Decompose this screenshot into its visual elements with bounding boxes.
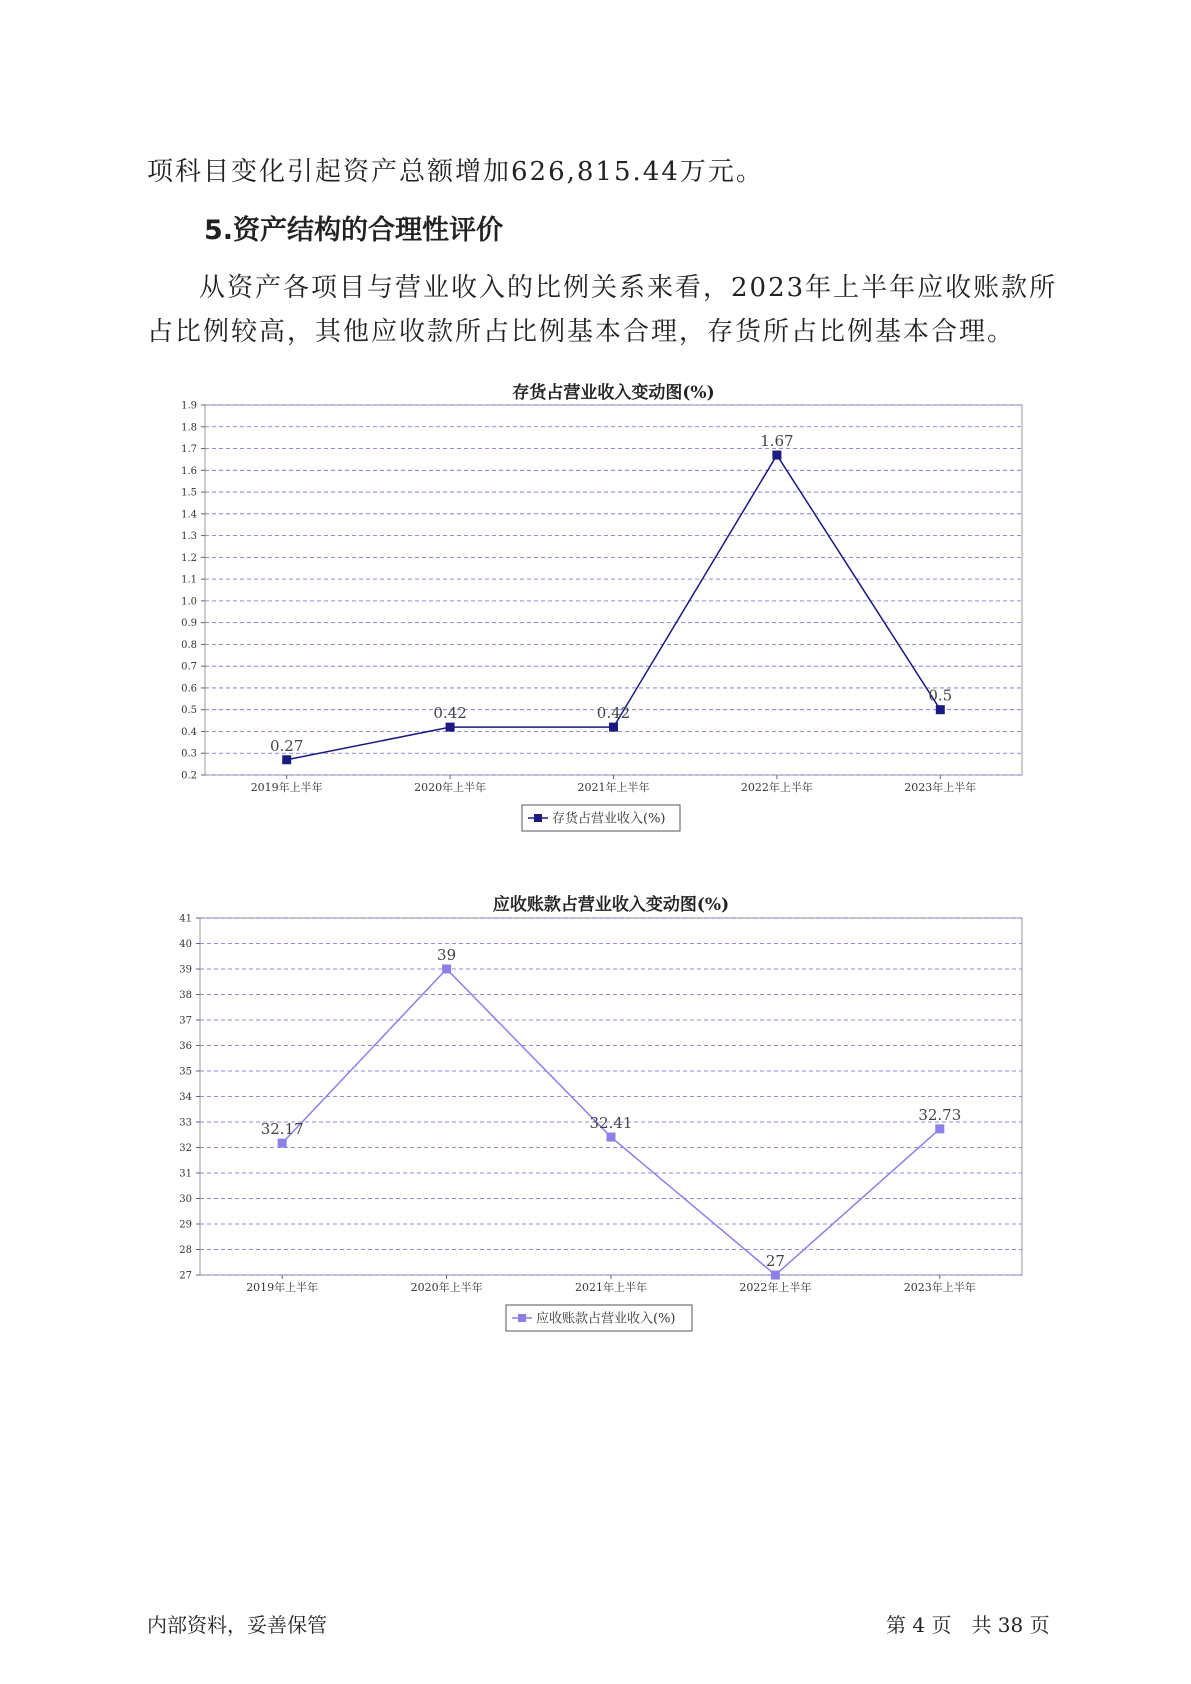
- x-tick-label: 2023年上半年: [904, 781, 977, 794]
- y-tick-label: 0.2: [181, 770, 197, 782]
- y-tick-label: 28: [179, 1245, 192, 1256]
- x-tick-label: 2022年上半年: [739, 1281, 812, 1294]
- y-tick-label: 33: [179, 1117, 192, 1129]
- x-tick-label: 2023年上半年: [903, 1281, 976, 1294]
- y-tick-label: 0.9: [181, 618, 197, 630]
- y-tick-label: 1.9: [181, 400, 197, 412]
- y-tick-label: 0.4: [181, 726, 197, 738]
- plot-area: [200, 918, 1022, 1275]
- y-tick-label: 1.8: [181, 422, 197, 434]
- y-tick-label: 38: [179, 990, 192, 1001]
- y-tick-label: 0.6: [181, 683, 197, 695]
- y-tick-label: 0.3: [181, 748, 197, 760]
- receivables-ratio-chart: [0, 880, 1191, 1340]
- legend-marker: [518, 1314, 526, 1322]
- y-tick-label: 36: [179, 1041, 192, 1052]
- data-label: 27: [765, 1252, 785, 1270]
- y-tick-label: 1.4: [181, 509, 197, 521]
- legend-label: 存货占营业收入(%): [552, 811, 666, 827]
- section-heading: 5.资产结构的合理性评价: [204, 215, 504, 246]
- data-point: [935, 1124, 944, 1133]
- x-tick-label: 2020年上半年: [410, 1281, 483, 1294]
- y-tick-label: 1.0: [181, 596, 197, 608]
- y-tick-label: 30: [179, 1194, 192, 1205]
- data-label: 39: [437, 946, 457, 964]
- y-tick-label: 1.2: [181, 552, 197, 564]
- y-tick-label: 32: [179, 1143, 192, 1154]
- data-point: [607, 1133, 616, 1142]
- y-tick-label: 0.8: [181, 639, 197, 651]
- body-text-line: 项科目变化引起资产总额增加626,815.44万元。: [147, 157, 764, 187]
- data-label: 0.42: [433, 704, 467, 723]
- x-tick-label: 2021年上半年: [577, 781, 650, 794]
- y-tick-label: 39: [179, 964, 192, 976]
- y-tick-label: 35: [179, 1066, 192, 1078]
- body-paragraph: 从资产各项目与营业收入的比例关系来看，2023年上半年应收账款所占比例较高，其他应收款所占比例基本合理，存货所占比例基本合理。: [147, 273, 1058, 347]
- x-tick-label: 2020年上半年: [414, 781, 487, 794]
- data-point: [278, 1139, 287, 1148]
- chart-title: 应收账款占营业收入变动图(%): [492, 895, 730, 915]
- data-label: 32.17: [260, 1120, 304, 1139]
- data-label: 0.5: [928, 686, 953, 705]
- data-point: [771, 1271, 780, 1280]
- y-tick-label: 41: [179, 913, 192, 925]
- y-tick-label: 1.6: [181, 465, 197, 477]
- y-tick-label: 34: [179, 1092, 192, 1103]
- legend-label: 应收账款占营业收入(%): [536, 1311, 676, 1327]
- x-tick-label: 2019年上半年: [250, 781, 323, 794]
- data-point: [772, 451, 781, 460]
- y-tick-label: 1.5: [181, 487, 197, 499]
- x-tick-label: 2019年上半年: [246, 1281, 319, 1294]
- data-label: 0.42: [596, 704, 631, 723]
- y-tick-label: 0.7: [181, 661, 197, 673]
- y-tick-label: 31: [179, 1168, 192, 1180]
- y-tick-label: 37: [179, 1015, 192, 1027]
- y-tick-label: 1.1: [181, 574, 197, 586]
- y-tick-label: 40: [179, 939, 192, 950]
- legend-marker: [534, 814, 542, 822]
- footer-confidential-note: 内部资料，妥善保管: [147, 1613, 327, 1637]
- y-tick-label: 1.3: [181, 531, 197, 543]
- data-label: 32.73: [918, 1105, 962, 1124]
- y-tick-label: 1.7: [181, 444, 197, 456]
- x-tick-label: 2022年上半年: [740, 781, 813, 794]
- data-point: [609, 723, 618, 732]
- data-label: 1.67: [760, 432, 794, 451]
- chart-title: 存货占营业收入变动图(%): [512, 383, 715, 403]
- data-label: 32.41: [589, 1114, 633, 1133]
- data-label: 0.27: [269, 736, 304, 755]
- x-tick-label: 2021年上半年: [575, 1281, 647, 1294]
- inventory-ratio-chart: [0, 380, 1191, 840]
- y-tick-label: 27: [179, 1270, 192, 1282]
- data-point: [282, 755, 291, 764]
- y-tick-label: 0.5: [181, 705, 197, 717]
- data-point: [446, 723, 455, 732]
- footer-page-number: 第 4 页 共 38 页: [886, 1613, 1050, 1637]
- data-point: [442, 965, 451, 974]
- data-point: [936, 705, 945, 714]
- y-tick-label: 29: [179, 1219, 192, 1231]
